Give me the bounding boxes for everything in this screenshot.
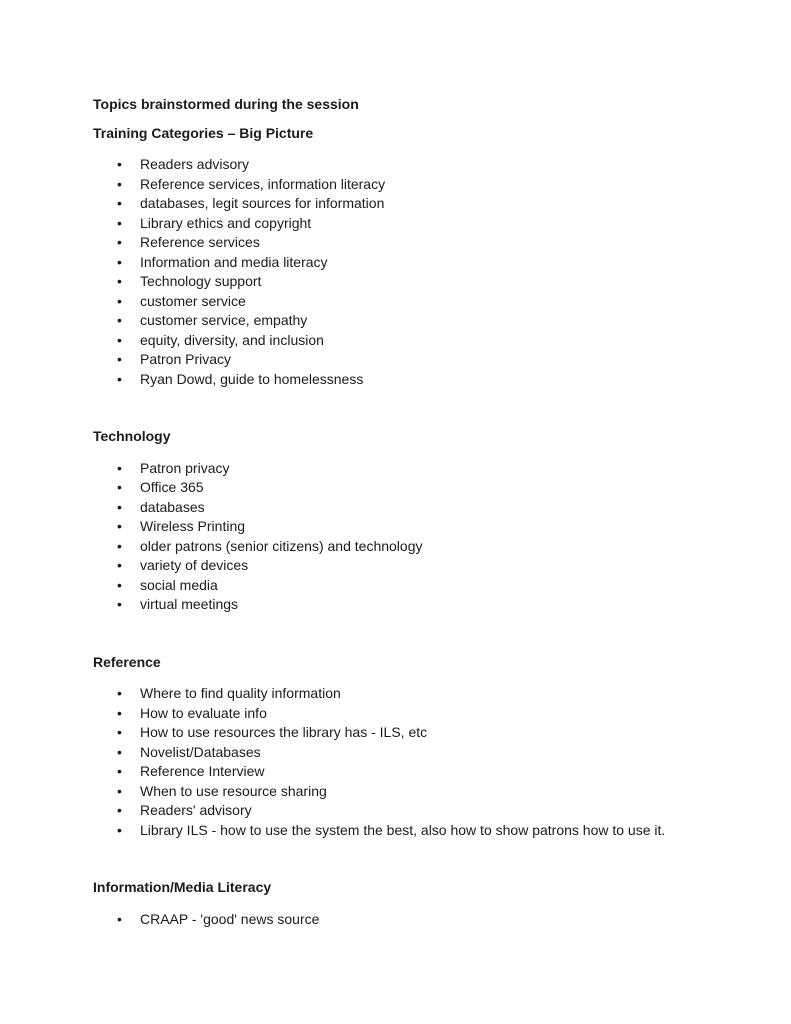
bullet-icon [117,762,122,782]
list-item [93,801,696,821]
bullet-icon [117,684,122,704]
bullet-icon [117,175,122,195]
bullet-icon [117,272,122,292]
list-item-text: customer service [140,292,246,309]
bullet-icon [117,704,122,724]
list-item [93,782,696,802]
bullet-icon [117,253,122,273]
bullet-icon [117,821,122,841]
list-item-text: Library ILS - how to use the system the best, also how to show patrons how to use it. [140,821,666,838]
list-item [93,762,696,782]
list-item-text: social media [140,576,218,593]
list-item [93,253,696,273]
bullet-icon [117,910,122,930]
bullet-list [93,155,696,389]
list-item-text: variety of devices [140,557,249,573]
list-item [93,595,696,615]
section-reference [93,653,696,841]
bullet-list [93,684,696,840]
list-item [93,194,696,214]
list-item [93,331,696,351]
bullet-icon [117,194,122,214]
bullet-icon [117,576,122,596]
list-item [93,233,696,253]
section-training-categories [93,124,696,390]
list-item-text: Novelist/Databases [140,743,261,760]
list-item-text: How to use resources the library has - ILS, etc [140,724,428,740]
list-item [93,272,696,292]
list-item-text: Reference services, information literacy [140,175,386,192]
list-item-text: databases [140,498,205,515]
list-item [93,723,696,743]
section-heading: Training Categories – Big Picture [93,124,314,141]
list-item [93,155,696,175]
list-item-text: Information and media literacy [140,253,328,270]
bullet-icon [117,370,122,390]
list-item-text: Ryan Dowd, guide to homelessness [140,370,364,387]
list-item [93,175,696,195]
list-item-text: How to evaluate info [140,704,267,721]
list-item-text: Library ethics and copyright [140,214,312,231]
bullet-icon [117,556,122,576]
bullet-icon [117,350,122,370]
list-item-text: Readers' advisory [140,802,252,818]
section-heading: Reference [93,653,161,670]
list-item-text: Technology support [140,273,262,289]
list-item-text: Readers advisory [140,156,249,172]
bullet-icon [117,214,122,234]
list-item [93,370,696,390]
bullet-icon [117,782,122,802]
bullet-icon [117,537,122,557]
list-item [93,910,696,930]
list-item-text: older patrons (senior citizens) and technology [140,537,423,554]
bullet-icon [117,311,122,331]
list-item [93,517,696,537]
bullet-icon [117,498,122,518]
section-heading: Information/Media Literacy [93,879,272,895]
bullet-icon [117,595,122,615]
list-item [93,350,696,370]
list-item-text: Wireless Printing [140,518,246,534]
list-item [93,576,696,596]
list-item [93,684,696,704]
list-item [93,214,696,234]
bullet-icon [117,743,122,763]
bullet-icon [117,331,122,351]
bullet-icon [117,478,122,498]
list-item [93,478,696,498]
list-item-text: Where to find quality information [140,685,341,701]
list-item [93,537,696,557]
list-item [93,821,696,841]
list-item [93,556,696,576]
list-item [93,704,696,724]
doc-title: Topics brainstormed during the session [93,96,359,112]
bullet-icon [117,155,122,175]
list-item-text: customer service, empathy [140,312,308,328]
list-item [93,498,696,518]
bullet-icon [117,801,122,821]
list-item-text: equity, diversity, and inclusion [140,331,324,348]
bullet-list [93,910,696,930]
bullet-icon [117,292,122,312]
list-item-text: Patron privacy [140,459,230,476]
list-item-text: virtual meetings [140,596,239,612]
list-item [93,743,696,763]
bullet-icon [117,459,122,479]
section-technology [93,427,696,615]
bullet-list [93,459,696,615]
section-information-media-literacy [93,878,696,929]
list-item-text: databases, legit sources for information [140,195,385,211]
list-item [93,311,696,331]
list-item-text: Reference Interview [140,763,265,779]
bullet-icon [117,517,122,537]
section-heading: Technology [93,428,171,444]
list-item [93,459,696,479]
list-item [93,292,696,312]
list-item-text: Reference services [140,234,260,250]
list-item-text: CRAAP - 'good' news source [140,910,320,927]
list-item-text: When to use resource sharing [140,782,327,799]
list-item-text: Patron Privacy [140,351,232,367]
list-item-text: Office 365 [140,479,204,495]
bullet-icon [117,723,122,743]
bullet-icon [117,233,122,253]
